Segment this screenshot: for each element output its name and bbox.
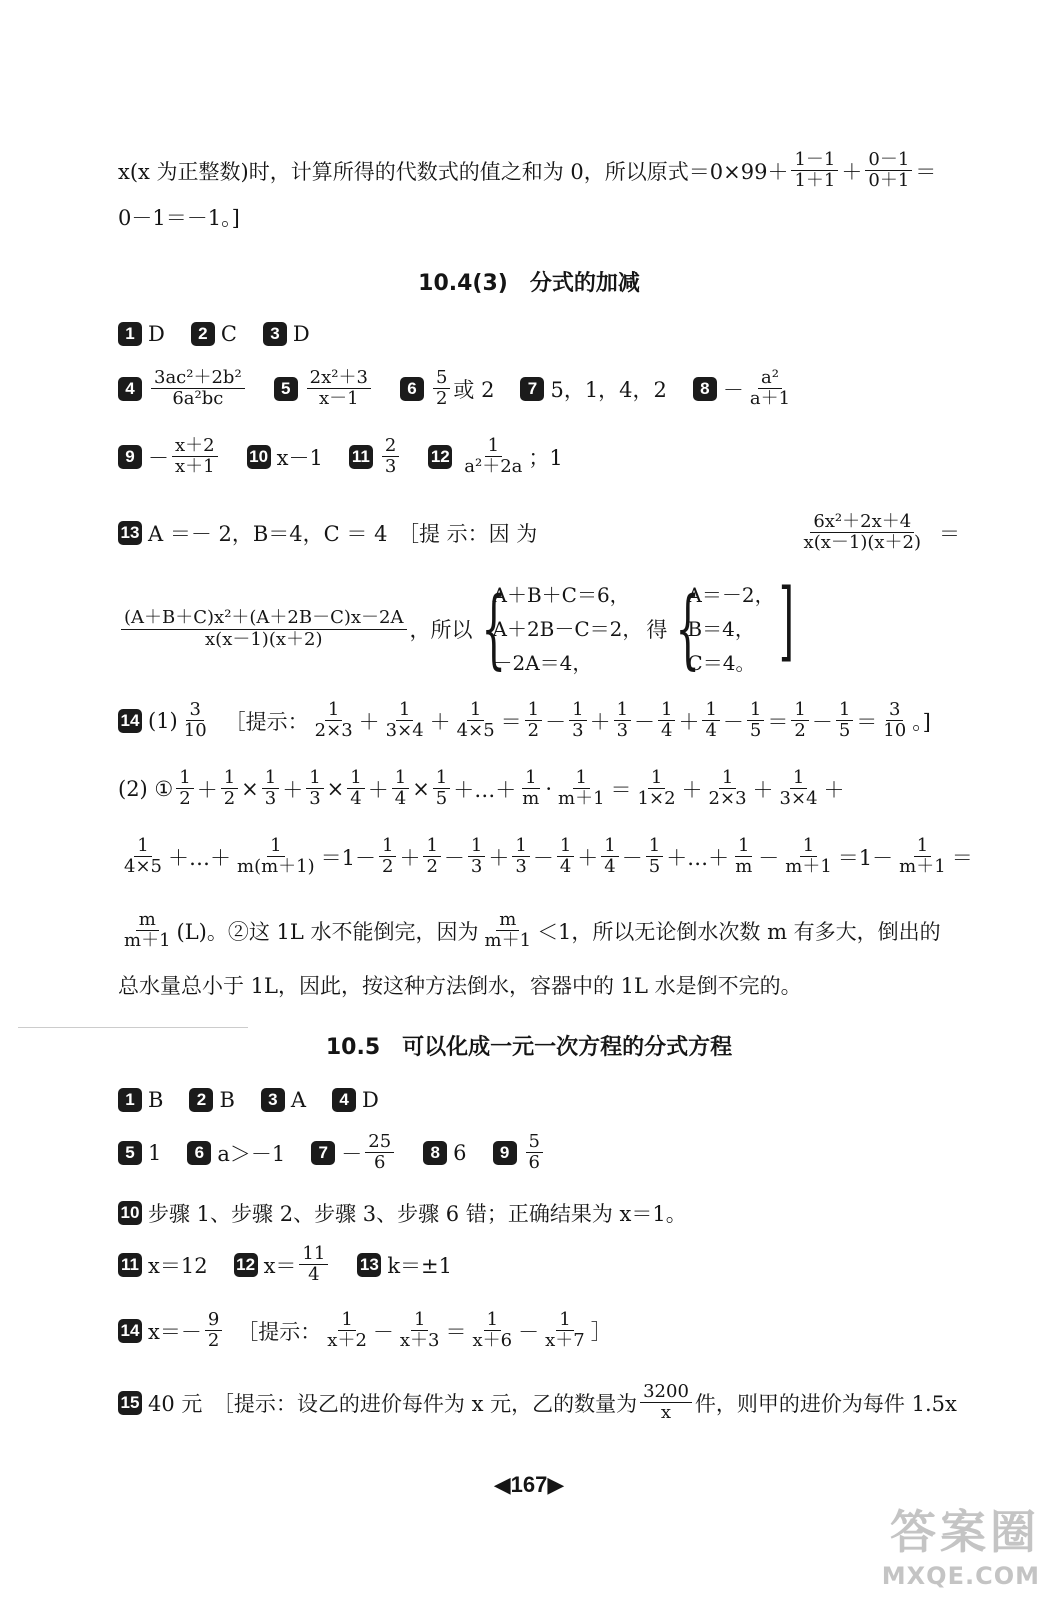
- answer: 或 2: [453, 377, 495, 402]
- operator: ＝: [915, 159, 937, 184]
- operator: －: [722, 377, 744, 402]
- watermark: [882, 1496, 1040, 1590]
- intro-line-2: [118, 202, 960, 232]
- question-number-badge: 11: [118, 1253, 142, 1277]
- question-number-badge: 6: [400, 377, 424, 401]
- operator: －: [148, 445, 169, 470]
- answer-row: [118, 1244, 960, 1285]
- answer: 1: [148, 1140, 162, 1165]
- fraction: $\frac{1}{x+6}$: [472, 1309, 513, 1352]
- hint-text: ］: [590, 1319, 612, 1344]
- operator: －: [341, 1141, 363, 1166]
- answer-row-q13-cont: [118, 571, 960, 680]
- equation-system: { A＝－2， B＝4， C＝4。 ]: [675, 571, 794, 679]
- answer: A ＝－ 2，B＝4，C ＝ 4 ［提 示：因 为: [148, 521, 538, 546]
- answer: x＝－: [148, 1319, 202, 1344]
- hint-text: 件，则甲的进价为每件 1.5x: [694, 1391, 957, 1416]
- answer-row-q14-part2: (2) ① $\frac{1}{2}$ ＋ $\frac{1}{2}$ × $\frac{1}{3}$ ＋ $\frac{1}{3}$ × $\frac{1}{4}$ ＋ $\frac{1}{4}$ × $\frac{1}{5}$ ＋…＋ $\frac{1}{m}$ · $\frac{1}{m+1}$ ＝ $\frac{1}{1\times 2}$ ＋ $\frac{1}{2\times 3}$ ＋ $\frac{1}{3\times 4}$ ＋: [118, 767, 845, 810]
- answer: k＝±1: [387, 1253, 453, 1278]
- question-number-badge: 14: [118, 709, 142, 733]
- question-number-badge: 6: [187, 1141, 211, 1165]
- question-number-badge: 11: [349, 445, 373, 469]
- answer: 6: [453, 1140, 467, 1165]
- equation-system: { A＋B＋C＝6， A＋2B－C＝2， －2A＝4，: [480, 579, 643, 679]
- operator: ＝: [445, 1319, 467, 1344]
- fraction: $\frac{\text{6x²＋2x＋4}}{x(x-1)(x+2)}$: [803, 511, 921, 554]
- question-number-badge: 4: [332, 1088, 356, 1112]
- question-number-badge: 14: [118, 1319, 142, 1343]
- question-number-badge: 9: [493, 1141, 517, 1165]
- operator: ＋: [841, 159, 863, 184]
- answer-row: [118, 1132, 960, 1173]
- fraction: $\frac{\text{(A＋B＋C)x²＋(A＋2B－C)x－2A}}{x(x-1)(x+2)}$: [121, 608, 407, 649]
- hint-text: 。]: [912, 709, 931, 734]
- hint-text: ［提示：: [237, 1319, 322, 1344]
- answer-row: [118, 1310, 960, 1351]
- question-number-badge: 12: [428, 445, 452, 469]
- fraction: $\frac{1}{\text{a²＋2a}}$: [464, 435, 523, 478]
- fraction: $\frac{25}{6}$: [365, 1132, 394, 1173]
- question-number-badge: 7: [520, 377, 544, 401]
- answer: x－1: [276, 445, 323, 470]
- fraction: $\frac{3200}{x}$: [640, 1382, 692, 1423]
- answer: D: [362, 1088, 379, 1112]
- answer: B: [219, 1088, 235, 1112]
- answer-row-q13: [118, 512, 960, 553]
- fraction: $\frac{1}{x+2}$: [327, 1309, 367, 1352]
- answer: ；1: [528, 445, 563, 470]
- answer: 步骤 1、步骤 2、步骤 3、步骤 6 错；正确结果为 x＝1。: [148, 1202, 687, 1226]
- fraction: $\frac{9}{2}$: [205, 1310, 222, 1351]
- fraction: $\frac{1-1}{1+1}$: [791, 150, 838, 191]
- answer-row-q14-part2-cont: $\frac{1}{4\times 5}$ ＋…＋ $\frac{1}{m(m+1)}$ ＝1－ $\frac{1}{2}$ ＋ $\frac{1}{2}$ － $\frac{1}{3}$ ＋ $\frac{1}{3}$ － $\frac{1}{4}$ ＋ $\frac{1}{4}$ － $\frac{1}{5}$ ＋…＋ $\frac{1}{m}$ － $\frac{1}{m+1}$ ＝1－ $\frac{1}{m+1}$ ＝: [124, 835, 973, 878]
- question-number-badge: 3: [263, 322, 287, 346]
- hint-text: 总水量总小于 1L，因此，按这种方法倒水，容器中的 1L 水是倒不完的。: [118, 974, 802, 998]
- watermark-url: MXQE.COM: [881, 1562, 1040, 1590]
- answer: a＞－1: [217, 1141, 286, 1166]
- divider: [18, 1027, 248, 1028]
- answer-row-q14: 14 (1) $\frac{3}{10}$ ［提示： $\frac{1}{2\times 3}$ ＋ $\frac{1}{3\times 4}$ ＋ $\frac{1}{4\times 5}$ ＝ $\frac{1}{2}$ － $\frac{1}{3}$ ＋ $\frac{1}{3}$ － $\frac{1}{4}$ ＋ $\frac{1}{4}$ － $\frac{1}{5}$ ＝ $\frac{1}{2}$ － $\frac{1}{5}$ ＝ $\frac{3}{10}$ 。]: [118, 700, 960, 741]
- fraction: $\frac{x+2}{x+1}$: [172, 436, 218, 477]
- part-label: (2) ①: [118, 776, 174, 801]
- section-title-10-4-3: 10.4(3) 分式的加减: [418, 271, 640, 296]
- fraction: $\frac{1}{x+3}$: [399, 1309, 440, 1352]
- answer: x＝12: [148, 1253, 208, 1278]
- question-number-badge: 10: [247, 445, 271, 469]
- question-number-badge: 5: [118, 1141, 142, 1165]
- operator: －: [372, 1319, 394, 1344]
- answer-row: [118, 368, 960, 409]
- hint-text: ［提示：: [224, 709, 309, 734]
- fraction: $\frac{\text{2x²＋3}}{x-1}$: [307, 368, 371, 409]
- question-number-badge: 13: [118, 521, 142, 545]
- question-number-badge: 8: [423, 1141, 447, 1165]
- answer-row: [118, 1198, 960, 1228]
- hint-text: 40 元 ［提示：设乙的进价每件为 x 元，乙的数量为: [148, 1391, 638, 1416]
- answer-row-q14-conclusion: $\frac{m}{m+1}$ (L)。②这 1L 水不能倒完，因为 $\frac{m}{m+1}$ ＜1，所以无论倒水次数 m 有多大，倒出的: [124, 909, 941, 952]
- answer-row: [118, 436, 960, 477]
- fraction: $\frac{\text{a²}}{a+1}$: [749, 367, 791, 410]
- fraction: $\frac{5}{6}$: [526, 1132, 543, 1173]
- intro-line-1: [118, 150, 960, 191]
- fraction: $\frac{\text{3ac²＋2b²}}{\text{6a²bc}}$: [151, 368, 245, 409]
- fraction: $\frac{1}{x+7}$: [545, 1309, 585, 1352]
- question-number-badge: 8: [693, 377, 717, 401]
- answer: x＝: [263, 1253, 297, 1278]
- fraction: $\frac{2}{3}$: [382, 436, 399, 477]
- answer: D: [292, 322, 310, 346]
- hint-text: (L)。②这 1L 水不能倒完，因为: [176, 919, 479, 944]
- answer: C: [220, 322, 237, 346]
- page-number: ◀167▶: [493, 1472, 565, 1497]
- hint-text: ＜1，所以无论倒水次数 m 有多大，倒出的: [537, 919, 941, 944]
- question-number-badge: 15: [118, 1391, 142, 1415]
- question-number-badge: 2: [189, 1088, 213, 1112]
- hint-text: 得: [646, 618, 668, 642]
- question-number-badge: 2: [191, 322, 215, 346]
- question-number-badge: 10: [118, 1201, 142, 1225]
- question-number-badge: 1: [118, 1088, 142, 1112]
- question-number-badge: 1: [118, 322, 142, 346]
- answer-row: [118, 322, 960, 346]
- part-label: (1): [148, 708, 178, 733]
- answer: D: [148, 322, 165, 346]
- question-number-badge: 3: [261, 1088, 285, 1112]
- fraction: $\frac{11}{4}$: [299, 1244, 328, 1285]
- watermark-logo: 答案圈: [890, 1505, 1040, 1559]
- fraction: $\frac{5}{2}$: [433, 368, 450, 409]
- question-number-badge: 5: [274, 377, 298, 401]
- intro-text: 0－1＝－1。]: [118, 206, 240, 230]
- answer-row: [118, 1088, 960, 1112]
- answer: B: [148, 1088, 164, 1112]
- question-number-badge: 12: [234, 1253, 258, 1277]
- question-number-badge: 4: [118, 377, 142, 401]
- question-number-badge: 13: [357, 1253, 381, 1277]
- answer-row-q14-conclusion-2: [118, 970, 960, 1000]
- fraction: $\frac{0-1}{0+1}$: [865, 150, 912, 191]
- answer-row: [118, 1382, 960, 1423]
- operator: ＝: [939, 521, 960, 546]
- section-title-10-5: 10.5 可以化成一元一次方程的分式方程: [325, 1035, 733, 1060]
- intro-text: x(x 为正整数)时，计算所得的代数式的值之和为 0，所以原式＝0×99＋: [118, 159, 789, 184]
- question-number-badge: 7: [311, 1141, 335, 1165]
- answer: A: [290, 1088, 307, 1112]
- question-number-badge: 9: [118, 445, 142, 469]
- hint-text: ，所以: [409, 618, 473, 642]
- answer: 5，1，4，2: [550, 377, 667, 402]
- operator: －: [518, 1319, 540, 1344]
- fraction: $\frac{3}{10}$: [183, 699, 207, 742]
